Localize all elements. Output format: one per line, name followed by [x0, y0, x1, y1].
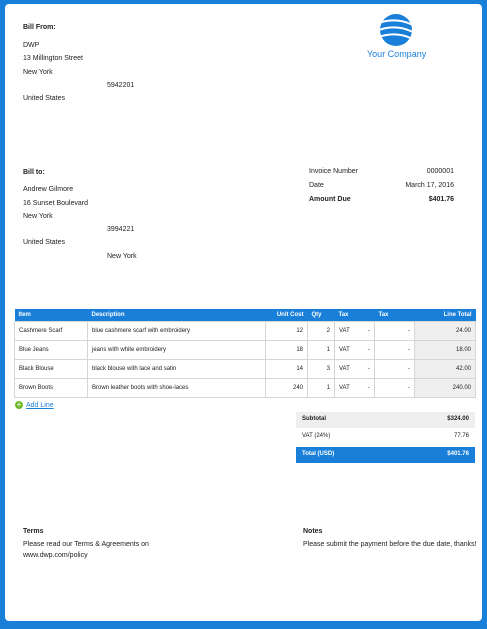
tax-dropdown-icon: - — [368, 366, 370, 372]
bill-to-name[interactable]: Andrew Gilmore — [23, 186, 74, 193]
bill-to-heading: Bill to: — [23, 169, 45, 176]
subtotal-label: Subtotal — [302, 416, 326, 422]
invoice-date-label: Date — [309, 182, 324, 189]
bill-to-street[interactable]: 16 Sunset Boulevard — [23, 200, 88, 207]
table-row — [15, 341, 476, 360]
invoice-number-value[interactable]: 0000001 — [426, 168, 454, 175]
total-label: Total (USD) — [302, 451, 335, 457]
table-row — [15, 322, 476, 341]
add-line-button[interactable] — [15, 401, 54, 409]
vat-row — [296, 429, 475, 445]
col-header-line-total: Line Total — [415, 309, 476, 322]
invoice-page — [5, 4, 482, 621]
bill-from-country[interactable]: United States — [23, 95, 66, 102]
add-line-label: Add Line — [26, 401, 54, 409]
invoice-date-value[interactable]: March 17, 2016 — [405, 182, 454, 189]
unit-cost-cell[interactable]: 18 — [266, 341, 308, 360]
line-total-cell: 24.00 — [415, 322, 476, 341]
globe-logo-icon — [379, 13, 413, 47]
bill-to-city2[interactable]: New York — [107, 253, 137, 260]
notes-heading: Notes — [303, 528, 323, 535]
total-value: $401.76 — [447, 451, 469, 457]
tax-select[interactable] — [335, 322, 375, 341]
col-header-tax: Tax — [335, 309, 375, 322]
tax-value: VAT — [339, 385, 350, 391]
bill-to-country[interactable]: United States — [23, 239, 66, 246]
vat-label: VAT (24%) — [302, 433, 331, 439]
invoice-number-label: Invoice Number — [309, 168, 359, 175]
tax2-select[interactable]: - — [375, 341, 415, 360]
qty-cell[interactable]: 1 — [308, 341, 335, 360]
col-header-unit-cost: Unit Cost — [266, 309, 308, 322]
table-header-row — [15, 309, 476, 322]
line-total-cell: 18.00 — [415, 341, 476, 360]
item-cell[interactable]: Black Blouse — [15, 360, 88, 379]
tax-select[interactable] — [335, 360, 375, 379]
tax-value: VAT — [339, 328, 350, 334]
col-header-description: Description — [88, 309, 266, 322]
unit-cost-cell[interactable]: 240 — [266, 379, 308, 398]
tax-select[interactable] — [335, 341, 375, 360]
description-cell[interactable]: Brown leather boots with shoe-laces — [88, 379, 266, 398]
plus-circle-icon: + — [16, 400, 22, 409]
tax-dropdown-icon: - — [368, 328, 370, 334]
subtotal-row — [296, 412, 475, 428]
bill-from-heading: Bill From: — [23, 24, 56, 31]
table-row — [15, 379, 476, 398]
bill-from-city[interactable]: New York — [23, 69, 53, 76]
item-cell[interactable]: Brown Boots — [15, 379, 88, 398]
bill-from-street[interactable]: 13 Millington Street — [23, 55, 83, 62]
line-total-cell: 42.00 — [415, 360, 476, 379]
terms-text[interactable]: Please read our Terms & Agreements on — [23, 541, 149, 548]
bill-to-phone[interactable]: 3994221 — [107, 226, 135, 233]
description-cell[interactable]: jeans with white embroidery — [88, 341, 266, 360]
terms-link[interactable]: www.dwp.com/policy — [23, 552, 88, 559]
tax2-select[interactable]: - — [375, 360, 415, 379]
description-cell[interactable]: black blouse with lace and satin — [88, 360, 266, 379]
bill-to-city[interactable]: New York — [23, 213, 53, 220]
tax-dropdown-icon: - — [368, 385, 370, 391]
item-cell[interactable]: Blue Jeans — [15, 341, 88, 360]
qty-cell[interactable]: 1 — [308, 379, 335, 398]
tax-dropdown-icon: - — [368, 347, 370, 353]
notes-text[interactable]: Please submit the payment before the due date, thanks! — [303, 541, 477, 548]
amount-due-value: $401.76 — [428, 196, 454, 203]
tax-value: VAT — [339, 366, 350, 372]
subtotal-value: $324.00 — [447, 416, 469, 422]
terms-heading: Terms — [23, 528, 44, 535]
total-row — [296, 447, 475, 463]
table-row — [15, 360, 476, 379]
tax-select[interactable] — [335, 379, 375, 398]
col-header-tax-2: Tax — [375, 309, 415, 322]
vat-value: 77.76 — [453, 433, 469, 439]
line-total-cell: 240.00 — [415, 379, 476, 398]
qty-cell[interactable]: 3 — [308, 360, 335, 379]
item-cell[interactable]: Cashmere Scarf — [15, 322, 88, 341]
qty-cell[interactable]: 2 — [308, 322, 335, 341]
tax2-select[interactable]: - — [375, 322, 415, 341]
bottom-bar — [0, 621, 487, 629]
description-cell[interactable]: blue cashmere scarf with embroidery — [88, 322, 266, 341]
unit-cost-cell[interactable]: 14 — [266, 360, 308, 379]
col-header-qty: Qty — [308, 309, 335, 322]
line-items-table — [14, 309, 476, 398]
tax-value: VAT — [339, 347, 350, 353]
company-name[interactable]: Your Company — [367, 49, 427, 59]
amount-due-label: Amount Due — [309, 196, 351, 203]
col-header-item: Item — [15, 309, 88, 322]
tax2-select[interactable]: - — [375, 379, 415, 398]
unit-cost-cell[interactable]: 12 — [266, 322, 308, 341]
bill-from-name[interactable]: DWP — [23, 42, 40, 49]
bill-from-phone[interactable]: 5942201 — [107, 82, 135, 89]
